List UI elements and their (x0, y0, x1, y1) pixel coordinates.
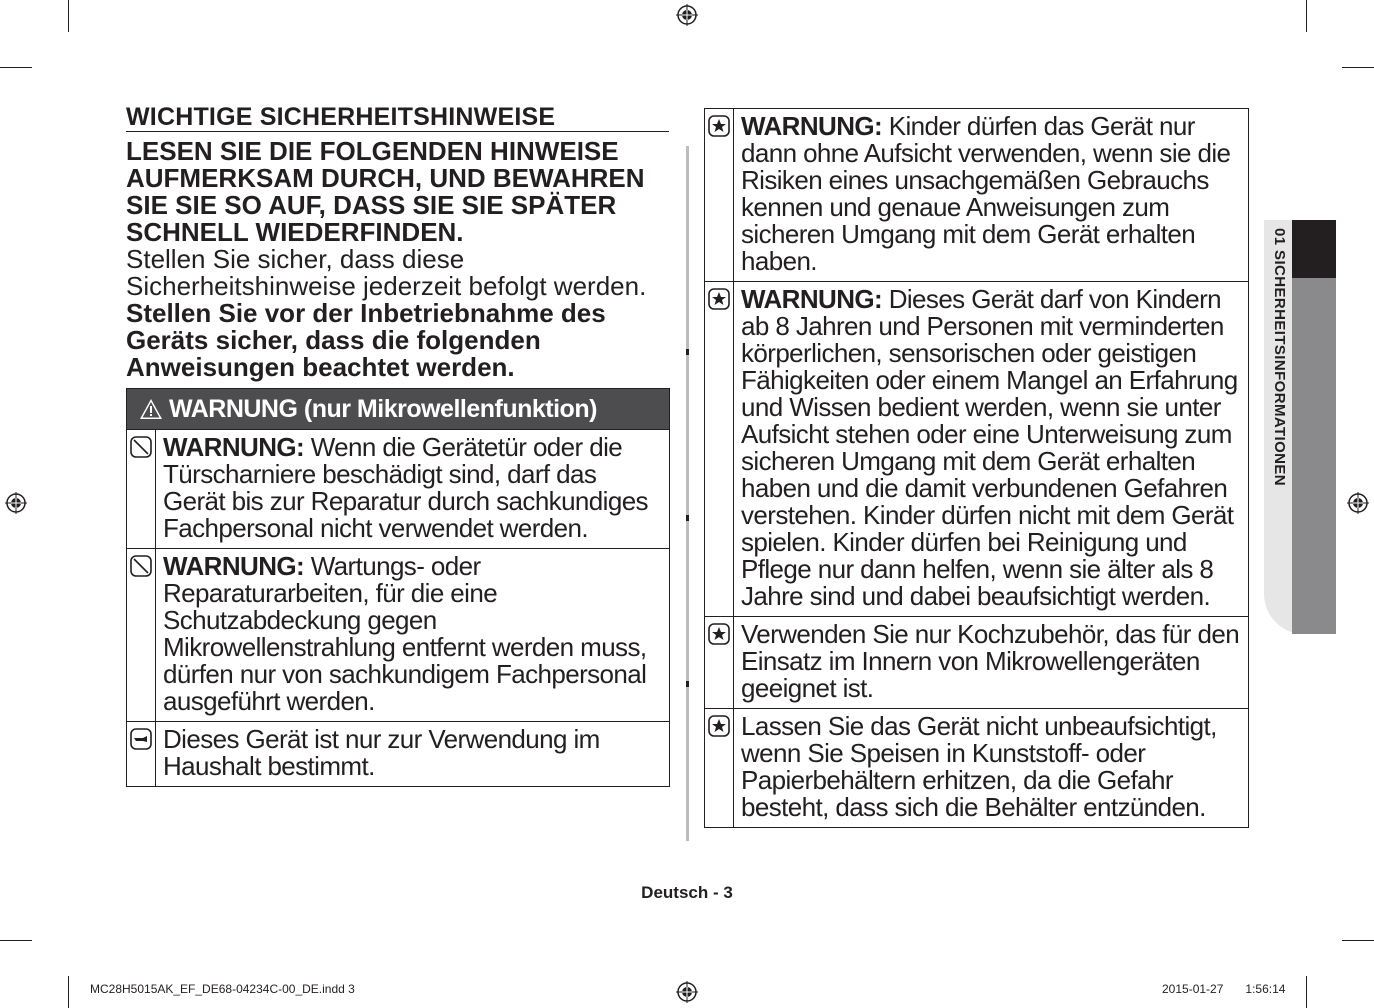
prohibited-icon (130, 555, 152, 577)
table-row (705, 109, 1249, 282)
chapter-tab-grey-block (1292, 278, 1336, 634)
warning-label: WARNUNG: (741, 284, 883, 314)
warning-header-label: WARNUNG (nur Mikrowellenfunktion) (169, 395, 597, 423)
warning-triangle-icon (139, 398, 163, 420)
star-icon (708, 115, 730, 137)
table-row (705, 709, 1249, 828)
table-row (705, 282, 1249, 617)
crop-mark (0, 940, 32, 941)
warning-text (734, 282, 1249, 617)
table-row (705, 617, 1249, 709)
star-icon (708, 623, 730, 645)
right-warning-table (704, 108, 1249, 828)
file-timestamp (1162, 982, 1285, 996)
warning-label: WARNUNG: (741, 111, 883, 141)
note-text (156, 722, 670, 787)
intro-normal-text: Stellen Sie sicher, dass diese Sicherheitshinweise jederzeit befolgt werden. (126, 244, 647, 301)
intro-bold-instruction: Stellen Sie vor der Inbetriebnahme des Geräts sicher, dass die folgenden Anweisungen beachtet werden. (126, 298, 606, 382)
page-footer: Deutsch - 3 (641, 883, 733, 902)
divider-mark (686, 681, 689, 687)
divider-mark (686, 349, 689, 355)
hand-pointer-icon (130, 728, 152, 750)
star-icon (708, 715, 730, 737)
warning-body: Wartungs- oder Reparaturarbeiten, für die eine Schutzabdeckung gegen Mikrowellenstrahlung entfernt werden muss, dürfen nur von sachkundigem Fachpersonal ausgeführt werden. (163, 551, 647, 716)
warning-body: Kinder dürfen das Gerät nur dann ohne Aufsicht verwenden, wenn sie die Risiken eines unsachgemäßen Gebrauchs kennen und genaue Anweisungen zum sicheren Umgang mit dem Gerät erhalten haben. (741, 111, 1231, 276)
divider-mark (686, 515, 689, 521)
crop-mark (1342, 940, 1374, 941)
warning-text (734, 109, 1249, 282)
table-row (127, 549, 670, 722)
warning-label: WARNUNG: (163, 551, 305, 581)
chapter-tab-label: 01 SICHERHEITSINFORMATIONEN (1271, 228, 1288, 487)
crop-mark (1306, 0, 1307, 32)
slug-date: 2015-01-27 (1162, 982, 1224, 996)
crop-mark (68, 0, 69, 32)
table-row (127, 430, 670, 549)
intro-text (126, 138, 686, 381)
left-warning-table (126, 388, 670, 787)
file-slug: MC28H5015AK_EF_DE68-04234C-00_DE.indd 3 (90, 982, 355, 996)
note-body: Lassen Sie das Gerät nicht unbeaufsichtigt, wenn Sie Speisen in Kunststoff- oder Papierbehältern erhitzen, da die Gefahr besteht, dass sich die Behälter entzünden. (741, 711, 1217, 822)
warning-label: WARNUNG: (163, 432, 305, 462)
warning-text (156, 430, 670, 549)
crop-mark (1306, 976, 1307, 1008)
crop-mark (1342, 67, 1374, 68)
registration-mark-icon (676, 981, 698, 1003)
warning-header (127, 389, 670, 430)
registration-mark-icon (1347, 492, 1369, 514)
warning-body: Wenn die Gerätetür oder die Türscharniere beschädigt sind, darf das Gerät bis zur Reparatur durch sachkundiges Fachpersonal nicht verwendet werden. (163, 432, 648, 543)
note-text (734, 709, 1249, 828)
warning-body: Dieses Gerät darf von Kindern ab 8 Jahren und Personen mit verminderten körperlichen, sensorischen oder geistigen Fähigkeiten oder einem Mangel an Erfahrung und Wissen bedient werden, wenn sie unter Aufsicht stehen oder eine Unterweisung zum sicheren Umgang mit dem Gerät erhalten haben und die damit verbundenen Gefahren verstehen. Kinder dürfen nicht mit dem Gerät spielen. Kinder dürfen bei Reinigung und Pflege nur dann helfen, wenn sie älter als 8 Jahre sind und dabei beaufsichtigt werden. (741, 284, 1238, 611)
table-row (127, 722, 670, 787)
warning-text (156, 549, 670, 722)
note-text (734, 617, 1249, 709)
star-icon (708, 288, 730, 310)
chapter-tab (1258, 228, 1298, 628)
registration-mark-icon (676, 4, 698, 26)
registration-mark-icon (5, 492, 27, 514)
note-body: Dieses Gerät ist nur zur Verwendung im Haushalt bestimmt. (163, 724, 600, 781)
prohibited-icon (130, 436, 152, 458)
crop-mark (68, 976, 69, 1008)
note-body: Verwenden Sie nur Kochzubehör, das für den Einsatz im Innern von Mikrowellengeräten geeignet ist. (741, 619, 1240, 703)
intro-bold-heading: LESEN SIE DIE FOLGENDEN HINWEISE AUFMERKSAM DURCH, UND BEWAHREN SIE SIE SO AUF, DASS SIE SIE SPÄTER SCHNELL WIEDERFINDEN. (126, 136, 645, 247)
section-title: WICHTIGE SICHERHEITSHINWEISE (126, 104, 669, 132)
chapter-tab-dark-block (1292, 220, 1336, 278)
slug-time: 1:56:14 (1245, 982, 1286, 996)
crop-mark (0, 67, 32, 68)
column-divider (686, 146, 689, 841)
